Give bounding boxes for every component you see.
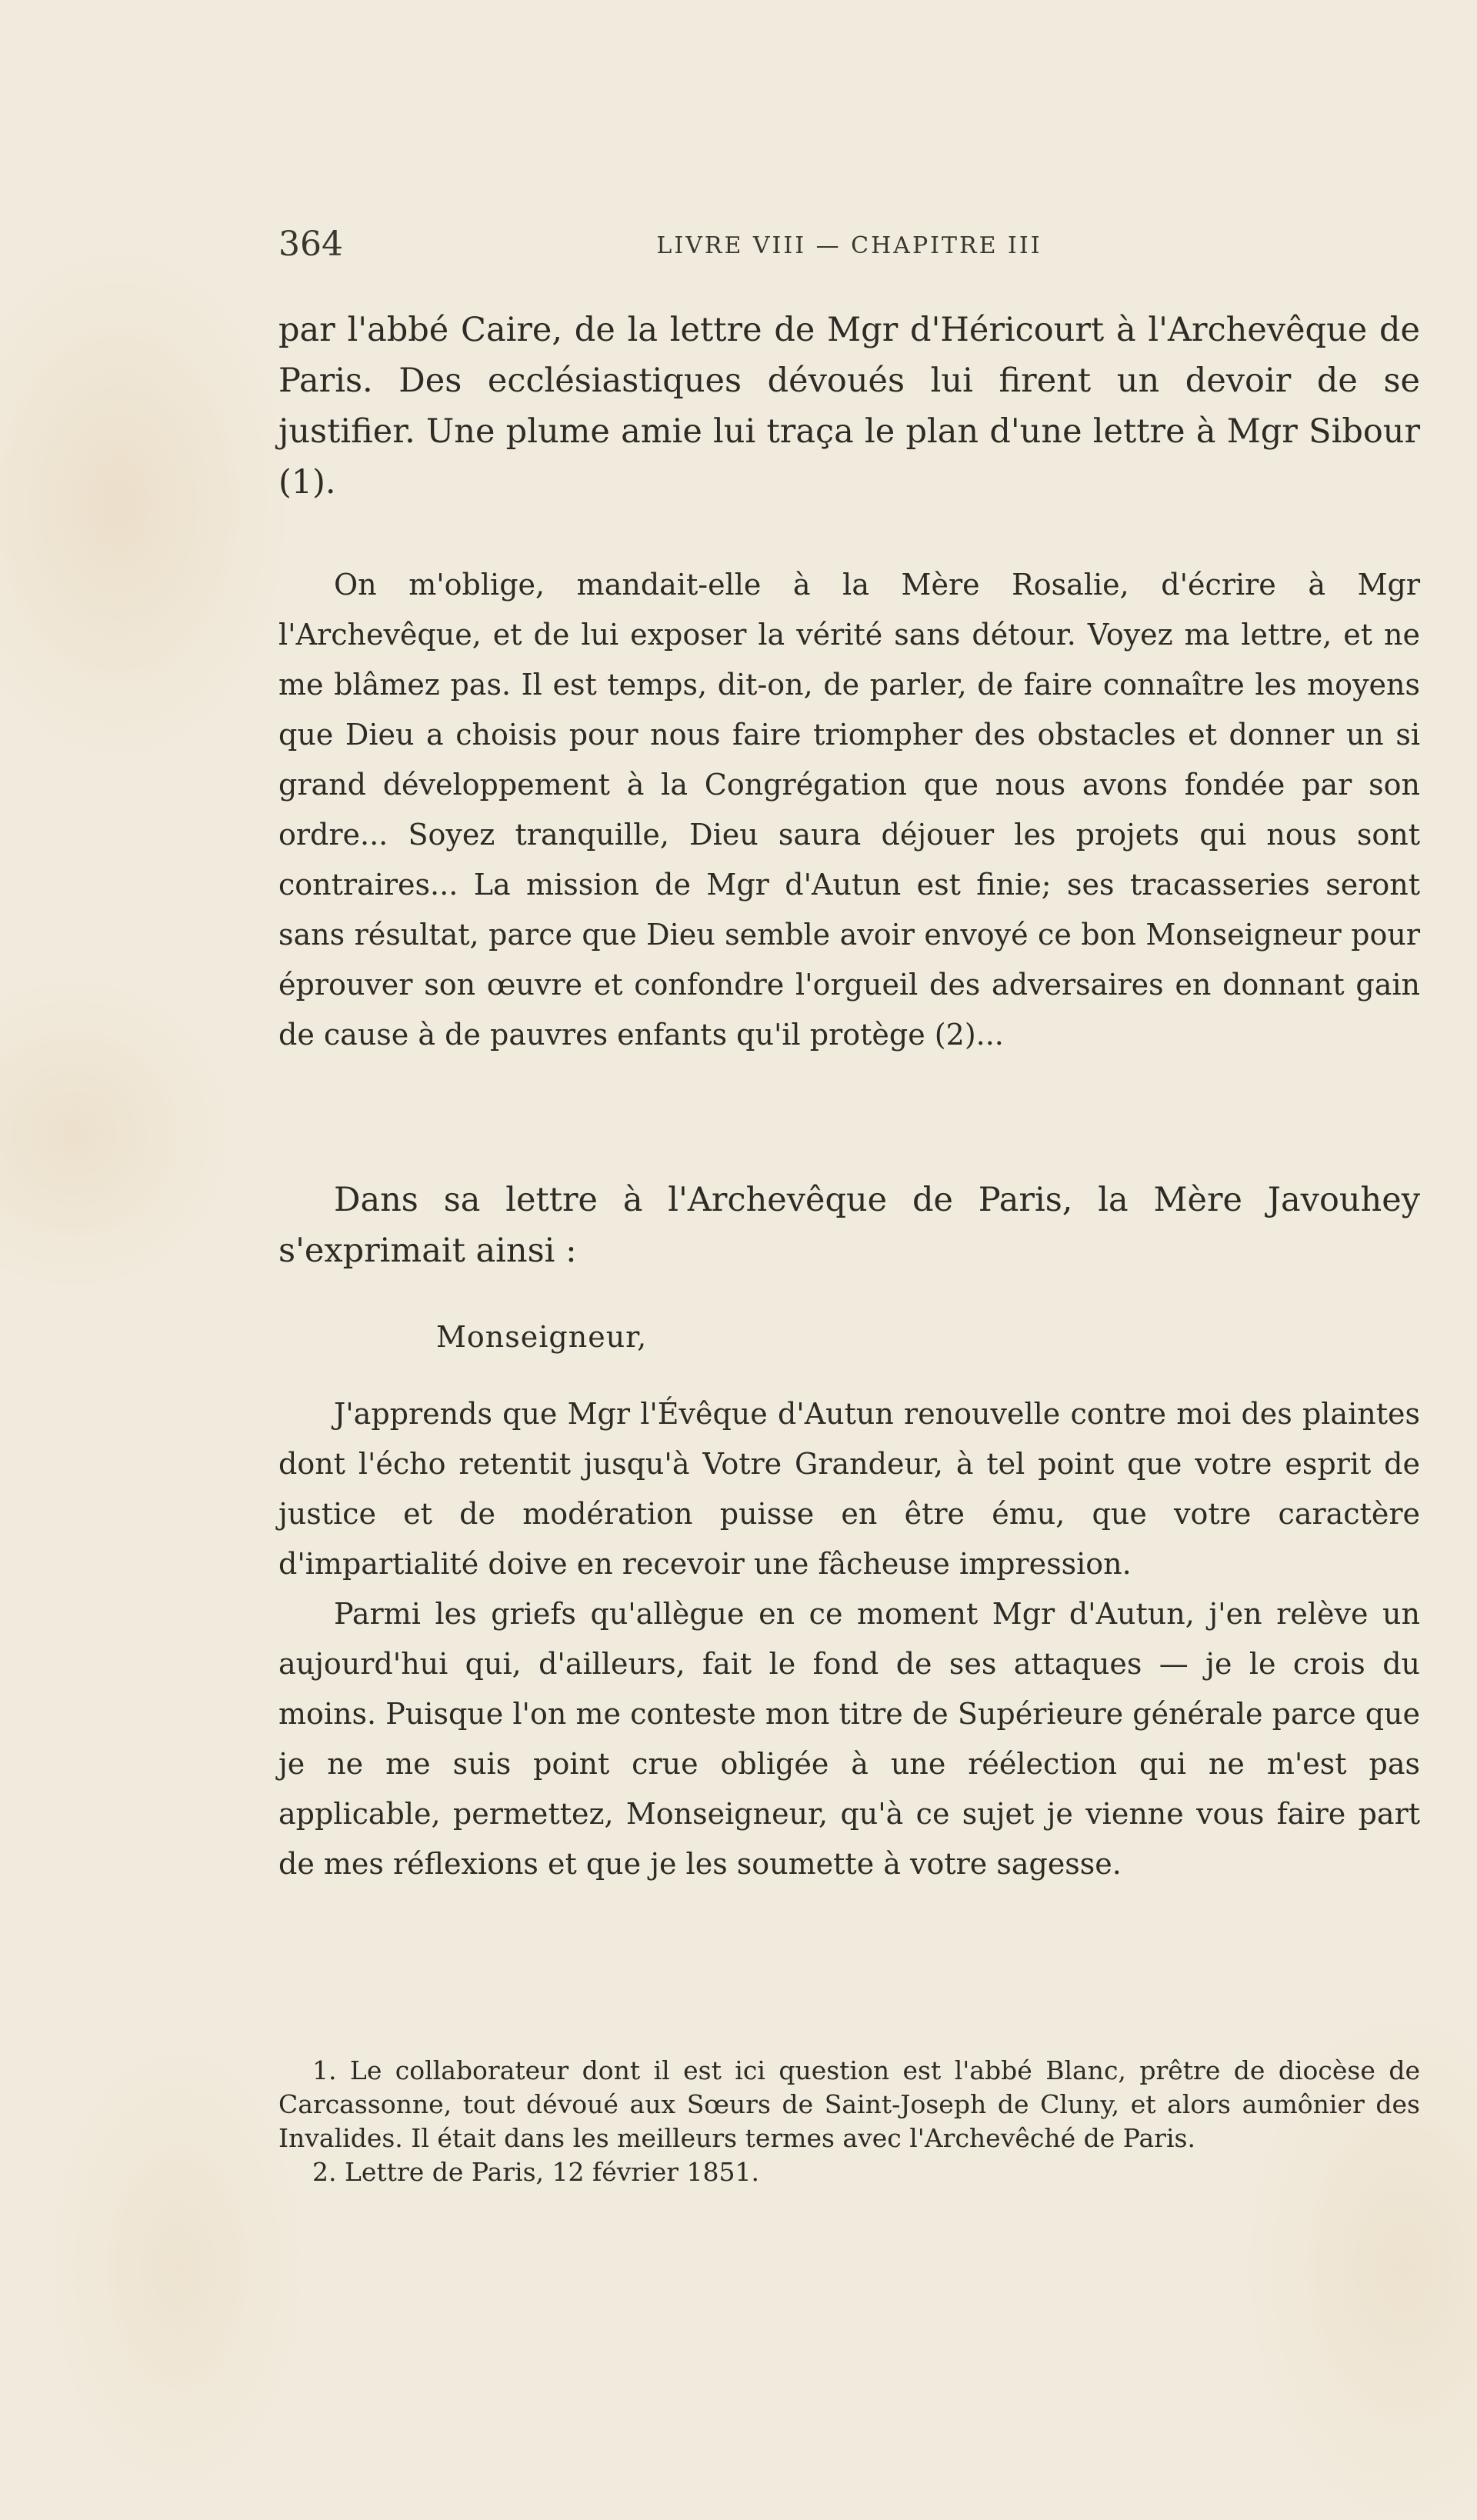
- running-head: LIVRE VIII — CHAPITRE III: [656, 232, 1042, 259]
- page-number: 364: [278, 225, 343, 264]
- quote-rosalie-block: [278, 560, 1420, 1060]
- quote-rosalie-text: On m'oblige, mandait-elle à la Mère Rosalie, d'écrire à Mgr l'Archevêque, et de lui exposer la vérité sans détour. Voyez ma lettre, et ne me blâmez pas. Il est temps, dit-on, de parler, de faire connaître les moyens que Dieu a choisis pour nous faire triompher des obstacles et donner un si grand développement à la Congrégation que nous avons fondée par son ordre... Soyez tranquille, Dieu saura déjouer les projets qui nous sont contraires... La mission de Mgr d'Autun est finie; ses tracasseries seront sans résultat, parce que Dieu semble avoir envoyé ce bon Monseigneur pour éprouver son œuvre et confondre l'orgueil des adversaires en donnant gain de cause à de pauvres enfants qu'il protège (2)...: [278, 568, 1420, 1052]
- letter-body: [278, 1389, 1420, 1889]
- letter-salutation: Monseigneur,: [436, 1320, 648, 1354]
- letter-paragraph-1: J'apprends que Mgr l'Évêque d'Autun renouvelle contre moi des plaintes dont l'écho retentit jusqu'à Votre Grandeur, à tel point que votre esprit de justice et de modération puisse en être ému, que votre caractère d'impartialité doive en recevoir une fâcheuse impression.: [278, 1397, 1420, 1581]
- intro-paragraph: [278, 305, 1420, 508]
- transition-text: Dans sa lettre à l'Archevêque de Paris, la Mère Javouhey s'exprimait ainsi :: [278, 1181, 1420, 1270]
- transition-paragraph: [278, 1175, 1420, 1276]
- footnotes: [278, 2054, 1420, 2189]
- page-header: [278, 225, 1420, 271]
- footnote-1: 1. Le collaborateur dont il est ici question est l'abbé Blanc, prêtre de diocèse de Carcassonne, tout dévoué aux Sœurs de Saint-Joseph de Cluny, et alors aumônier des Invalides. Il était dans les meilleurs termes avec l'Archevêché de Paris.: [278, 2055, 1420, 2153]
- intro-text: par l'abbé Caire, de la lettre de Mgr d'Héricourt à l'Archevêque de Paris. Des ecclésiastiques dévoués lui firent un devoir de se justifier. Une plume amie lui traça le plan d'une lettre à Mgr Sibour (1).: [278, 311, 1420, 502]
- footnote-2: 2. Lettre de Paris, 12 février 1851.: [312, 2157, 759, 2187]
- letter-paragraph-2: Parmi les griefs qu'allègue en ce moment Mgr d'Autun, j'en relève un aujourd'hui qui, d'ailleurs, fait le fond de ses attaques — je le crois du moins. Puisque l'on me conteste mon titre de Supérieure générale parce que je ne me suis point crue obligée à une réélection qui ne m'est pas applicable, permettez, Monseigneur, qu'à ce sujet je vienne vous faire part de mes réflexions et que je les soumette à votre sagesse.: [278, 1597, 1420, 1881]
